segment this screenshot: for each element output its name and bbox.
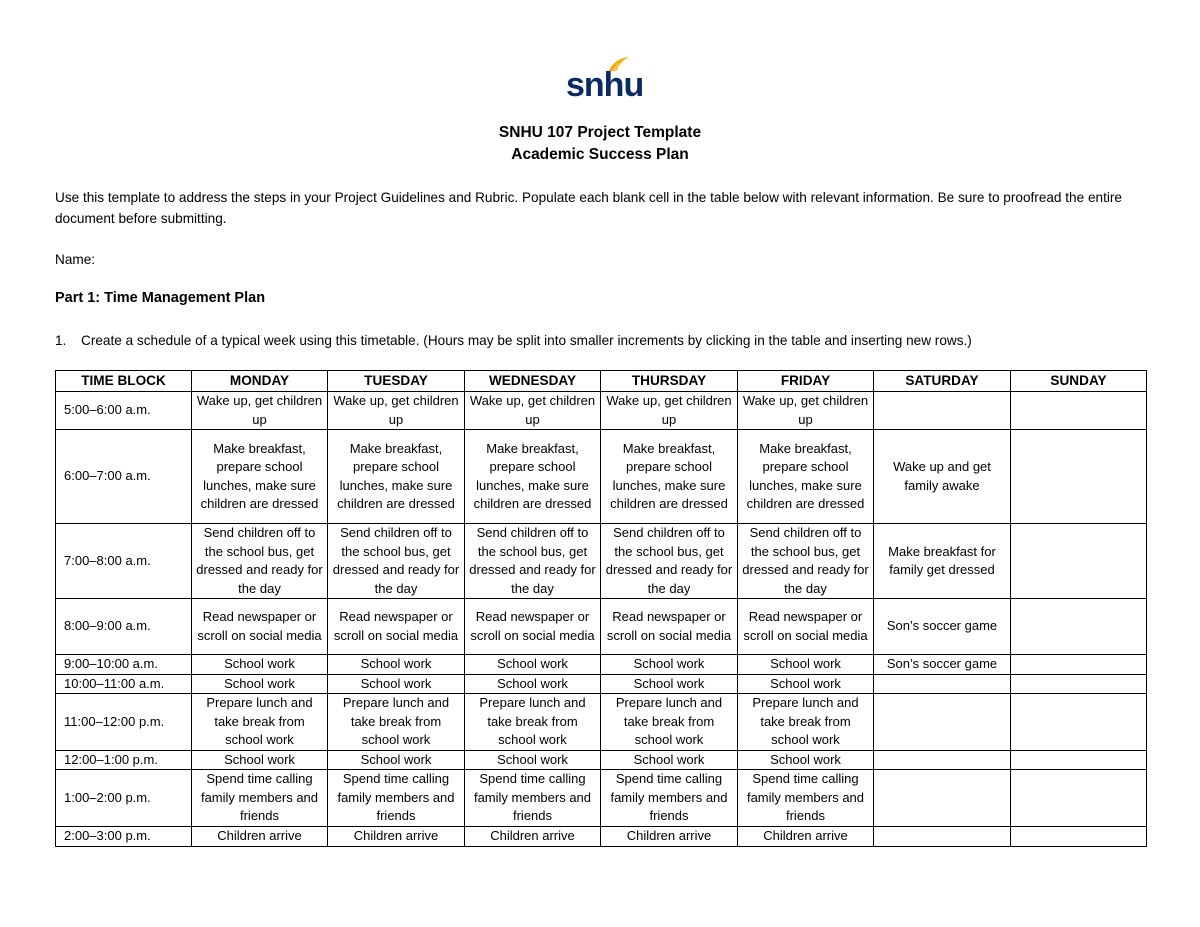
schedule-cell[interactable]: Children arrive xyxy=(328,827,465,847)
schedule-cell[interactable]: Make breakfast, prepare school lunches, make sure children are dressed xyxy=(465,430,601,524)
table-row xyxy=(56,827,1147,847)
time-cell: 11:00–12:00 p.m. xyxy=(56,694,192,751)
schedule-cell[interactable]: Make breakfast, prepare school lunches, make sure children are dressed xyxy=(738,430,874,524)
schedule-cell[interactable]: Prepare lunch and take break from school work xyxy=(465,694,601,751)
table-row xyxy=(56,694,1147,751)
step-1 xyxy=(55,330,972,351)
schedule-cell[interactable]: Read newspaper or scroll on social media xyxy=(328,599,465,655)
schedule-cell[interactable]: Spend time calling family members and friends xyxy=(465,770,601,827)
time-cell: 7:00–8:00 a.m. xyxy=(56,524,192,599)
schedule-cell[interactable]: Spend time calling family members and friends xyxy=(601,770,738,827)
name-label: Name: xyxy=(55,252,96,267)
schedule-cell[interactable] xyxy=(874,750,1011,770)
schedule-cell[interactable]: Prepare lunch and take break from school work xyxy=(328,694,465,751)
time-cell: 5:00–6:00 a.m. xyxy=(56,392,192,430)
schedule-cell[interactable]: Send children off to the school bus, get dressed and ready for the day xyxy=(738,524,874,599)
snhu-logo xyxy=(566,56,644,104)
schedule-cell[interactable]: School work xyxy=(465,674,601,694)
step-text: Create a schedule of a typical week using this timetable. (Hours may be split into smaller increments by clicking in the table and inserting new rows.) xyxy=(81,333,972,348)
schedule-cell[interactable]: Read newspaper or scroll on social media xyxy=(192,599,328,655)
schedule-cell[interactable] xyxy=(874,694,1011,751)
schedule-cell[interactable] xyxy=(1011,599,1147,655)
schedule-cell[interactable]: Spend time calling family members and friends xyxy=(192,770,328,827)
schedule-cell[interactable]: Send children off to the school bus, get dressed and ready for the day xyxy=(601,524,738,599)
weekly-schedule-table xyxy=(55,370,1147,847)
schedule-cell[interactable]: Prepare lunch and take break from school work xyxy=(738,694,874,751)
table-row xyxy=(56,770,1147,827)
header-saturday: SATURDAY xyxy=(874,371,1011,392)
schedule-cell[interactable]: Spend time calling family members and friends xyxy=(328,770,465,827)
time-cell: 6:00–7:00 a.m. xyxy=(56,430,192,524)
logo-wordmark: snhu xyxy=(566,66,644,104)
schedule-cell[interactable]: Make breakfast, prepare school lunches, make sure children are dressed xyxy=(328,430,465,524)
table-row xyxy=(56,430,1147,524)
schedule-cell[interactable]: Wake up and get family awake xyxy=(874,430,1011,524)
schedule-cell[interactable] xyxy=(874,827,1011,847)
schedule-cell[interactable] xyxy=(1011,827,1147,847)
header-wednesday: WEDNESDAY xyxy=(465,371,601,392)
table-row xyxy=(56,524,1147,599)
schedule-cell[interactable]: Children arrive xyxy=(192,827,328,847)
schedule-cell[interactable]: Wake up, get children up xyxy=(465,392,601,430)
header-sunday: SUNDAY xyxy=(1011,371,1147,392)
table-header-row xyxy=(56,371,1147,392)
schedule-cell[interactable]: Send children off to the school bus, get dressed and ready for the day xyxy=(192,524,328,599)
header-friday: FRIDAY xyxy=(738,371,874,392)
schedule-cell[interactable]: Son’s soccer game xyxy=(874,599,1011,655)
time-cell: 8:00–9:00 a.m. xyxy=(56,599,192,655)
schedule-cell[interactable] xyxy=(1011,392,1147,430)
table-row xyxy=(56,674,1147,694)
schedule-cell[interactable] xyxy=(1011,524,1147,599)
schedule-cell[interactable]: Wake up, get children up xyxy=(738,392,874,430)
schedule-cell[interactable]: School work xyxy=(738,655,874,675)
document-title: SNHU 107 Project Template xyxy=(498,124,702,141)
schedule-cell[interactable]: School work xyxy=(465,655,601,675)
schedule-cell[interactable]: Children arrive xyxy=(601,827,738,847)
time-cell: 9:00–10:00 a.m. xyxy=(56,655,192,675)
schedule-cell[interactable]: Read newspaper or scroll on social media xyxy=(601,599,738,655)
schedule-cell[interactable]: School work xyxy=(328,750,465,770)
schedule-cell[interactable]: School work xyxy=(601,750,738,770)
schedule-cell[interactable]: Make breakfast for family get dressed xyxy=(874,524,1011,599)
header-tuesday: TUESDAY xyxy=(328,371,465,392)
schedule-cell[interactable]: School work xyxy=(328,674,465,694)
schedule-cell[interactable] xyxy=(1011,430,1147,524)
schedule-cell[interactable]: School work xyxy=(601,674,738,694)
schedule-cell[interactable]: Son’s soccer game xyxy=(874,655,1011,675)
schedule-cell[interactable] xyxy=(1011,750,1147,770)
schedule-cell[interactable]: Make breakfast, prepare school lunches, make sure children are dressed xyxy=(192,430,328,524)
flame-leaf-icon xyxy=(608,56,630,72)
time-cell: 10:00–11:00 a.m. xyxy=(56,674,192,694)
schedule-cell[interactable] xyxy=(1011,694,1147,751)
schedule-cell[interactable]: Wake up, get children up xyxy=(192,392,328,430)
schedule-cell[interactable] xyxy=(1011,655,1147,675)
schedule-cell[interactable]: School work xyxy=(738,750,874,770)
schedule-cell[interactable]: School work xyxy=(192,655,328,675)
schedule-cell[interactable]: School work xyxy=(328,655,465,675)
part1-heading: Part 1: Time Management Plan xyxy=(55,290,266,306)
schedule-cell[interactable]: School work xyxy=(192,750,328,770)
schedule-cell[interactable]: School work xyxy=(601,655,738,675)
intro-paragraph: Use this template to address the steps in your Project Guidelines and Rubric. Populate each blank cell in the table below with relevant information. Be sure to proofread the entire document before submitting. xyxy=(55,190,1122,226)
schedule-cell[interactable]: Make breakfast, prepare school lunches, make sure children are dressed xyxy=(601,430,738,524)
schedule-cell[interactable]: Children arrive xyxy=(738,827,874,847)
schedule-cell[interactable]: School work xyxy=(192,674,328,694)
schedule-cell[interactable] xyxy=(874,392,1011,430)
schedule-cell[interactable] xyxy=(1011,770,1147,827)
table-row xyxy=(56,655,1147,675)
step-number: 1. xyxy=(55,333,67,348)
document-subtitle: Academic Success Plan xyxy=(511,146,689,163)
schedule-cell[interactable] xyxy=(1011,674,1147,694)
schedule-cell[interactable]: Send children off to the school bus, get dressed and ready for the day xyxy=(328,524,465,599)
schedule-cell[interactable]: Wake up, get children up xyxy=(328,392,465,430)
time-cell: 2:00–3:00 p.m. xyxy=(56,827,192,847)
table-row xyxy=(56,750,1147,770)
header-time-block: TIME BLOCK xyxy=(56,371,192,392)
time-cell: 12:00–1:00 p.m. xyxy=(56,750,192,770)
schedule-cell[interactable]: School work xyxy=(738,674,874,694)
table-row xyxy=(56,599,1147,655)
time-cell: 1:00–2:00 p.m. xyxy=(56,770,192,827)
schedule-cell[interactable]: Wake up, get children up xyxy=(601,392,738,430)
header-thursday: THURSDAY xyxy=(601,371,738,392)
schedule-cell[interactable] xyxy=(874,674,1011,694)
schedule-cell[interactable] xyxy=(874,770,1011,827)
schedule-cell[interactable]: Read newspaper or scroll on social media xyxy=(738,599,874,655)
schedule-cell[interactable]: Read newspaper or scroll on social media xyxy=(465,599,601,655)
schedule-cell[interactable]: Prepare lunch and take break from school work xyxy=(192,694,328,751)
header-monday: MONDAY xyxy=(192,371,328,392)
schedule-cell[interactable]: Prepare lunch and take break from school work xyxy=(601,694,738,751)
table-row xyxy=(56,392,1147,430)
schedule-cell[interactable]: Spend time calling family members and friends xyxy=(738,770,874,827)
schedule-cell[interactable]: Children arrive xyxy=(465,827,601,847)
schedule-cell[interactable]: School work xyxy=(465,750,601,770)
schedule-cell[interactable]: Send children off to the school bus, get dressed and ready for the day xyxy=(465,524,601,599)
